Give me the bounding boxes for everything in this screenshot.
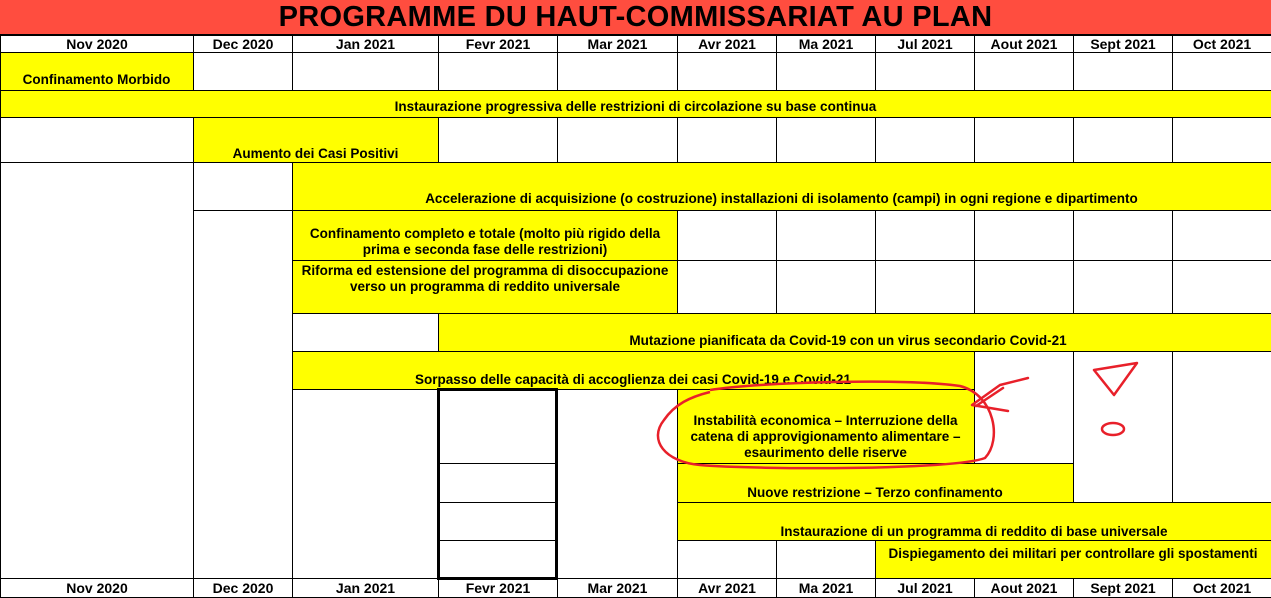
grid-cell — [776, 117, 876, 163]
grid-cell — [438, 117, 558, 163]
grid-cell — [1172, 210, 1271, 261]
task-label-instabilita: Instabilità economica – Interruzione della catena di approvigionamento alimentare – esaurimento delle riserve — [690, 413, 961, 460]
month-header: Fevr 2021 — [438, 35, 558, 53]
grid-cell — [1172, 52, 1271, 91]
grid-cell — [1073, 117, 1173, 163]
grid-cell — [1073, 210, 1173, 261]
grid-cell — [1073, 260, 1173, 314]
task-label-sorpasso: Sorpasso delle capacità di accoglienza dei casi Covid-19 e Covid-21 — [415, 372, 851, 387]
grid-cell — [438, 463, 558, 503]
grid-cell — [557, 52, 678, 91]
month-footer: Fevr 2021 — [438, 578, 558, 598]
month-footer: Nov 2020 — [0, 578, 194, 598]
month-footer: Oct 2021 — [1172, 578, 1271, 598]
month-header: Mar 2021 — [557, 35, 678, 53]
month-header: Oct 2021 — [1172, 35, 1271, 53]
task-label-riforma: Riforma ed estensione del programma di disoccupazione verso un programma di reddito universale — [301, 263, 669, 294]
grid-cell — [677, 540, 777, 579]
task-label-instaurazione-restrizioni: Instaurazione progressiva delle restrizioni di circolazione su base continua — [394, 99, 877, 114]
grid-cell — [677, 52, 777, 91]
grid-cell — [875, 210, 975, 261]
grid-cell — [292, 389, 439, 579]
grid-cell — [776, 540, 876, 579]
grid-cell — [677, 117, 777, 163]
grid-cell — [292, 313, 439, 352]
grid-cell — [974, 210, 1074, 261]
grid-cell — [1172, 351, 1271, 503]
grid-cell — [557, 389, 678, 579]
task-label-nuove-restrizione: Nuove restrizione – Terzo confinamento — [747, 485, 1003, 500]
grid-cell — [438, 52, 558, 91]
month-footer: Dec 2020 — [193, 578, 293, 598]
grid-cell — [438, 540, 558, 579]
month-footer: Aout 2021 — [974, 578, 1074, 598]
grid-cell — [193, 162, 293, 211]
task-label-confinamento-completo: Confinamento completo e totale (molto più rigido della prima e seconda fase delle restrizioni) — [309, 226, 661, 257]
month-footer: Sept 2021 — [1073, 578, 1173, 598]
month-footer: Ma 2021 — [776, 578, 876, 598]
grid-cell — [193, 210, 293, 579]
grid-cell — [776, 210, 876, 261]
month-footer: Jan 2021 — [292, 578, 439, 598]
month-footer: Avr 2021 — [677, 578, 777, 598]
task-label-dispiegamento: Dispiegamento dei militari per controllare gli spostamenti — [888, 546, 1258, 561]
grid-cell — [875, 117, 975, 163]
grid-cell — [557, 117, 678, 163]
grid-cell — [974, 117, 1074, 163]
month-header: Sept 2021 — [1073, 35, 1173, 53]
grid-cell — [438, 389, 558, 464]
grid-cell — [875, 260, 975, 314]
grid-cell — [974, 351, 1074, 464]
month-header: Nov 2020 — [0, 35, 194, 53]
grid-cell — [677, 210, 777, 261]
task-label-aumento-casi: Aumento dei Casi Positivi — [232, 146, 399, 161]
grid-cell — [193, 52, 293, 91]
month-header: Jan 2021 — [292, 35, 439, 53]
grid-cell — [974, 260, 1074, 314]
grid-cell — [292, 52, 439, 91]
month-footer: Jul 2021 — [875, 578, 975, 598]
month-header: Dec 2020 — [193, 35, 293, 53]
month-header: Avr 2021 — [677, 35, 777, 53]
grid-cell — [677, 260, 777, 314]
month-footer: Mar 2021 — [557, 578, 678, 598]
task-label-confinamento-morbido: Confinamento Morbido — [22, 72, 171, 87]
grid-cell — [875, 52, 975, 91]
task-label-accelerazione: Accelerazione di acquisizione (o costruzione) installazioni di isolamento (campi) in ogni regione e dipartimento — [425, 191, 1138, 206]
page-title: PROGRAMME DU HAUT-COMMISSARIAT AU PLAN — [0, 0, 1271, 35]
grid-cell — [0, 162, 194, 579]
grid-cell — [1073, 351, 1173, 503]
grid-cell — [1073, 52, 1173, 91]
month-header: Aout 2021 — [974, 35, 1074, 53]
grid-cell — [1172, 117, 1271, 163]
month-header: Jul 2021 — [875, 35, 975, 53]
task-label-reddito-base: Instaurazione di un programma di reddito di base universale — [780, 524, 1168, 539]
grid-cell — [1172, 260, 1271, 314]
grid-cell — [776, 260, 876, 314]
grid-cell — [776, 52, 876, 91]
grid-cell — [438, 502, 558, 541]
grid-cell — [974, 52, 1074, 91]
month-header: Ma 2021 — [776, 35, 876, 53]
task-label-mutazione: Mutazione pianificata da Covid-19 con un virus secondario Covid-21 — [629, 333, 1067, 348]
